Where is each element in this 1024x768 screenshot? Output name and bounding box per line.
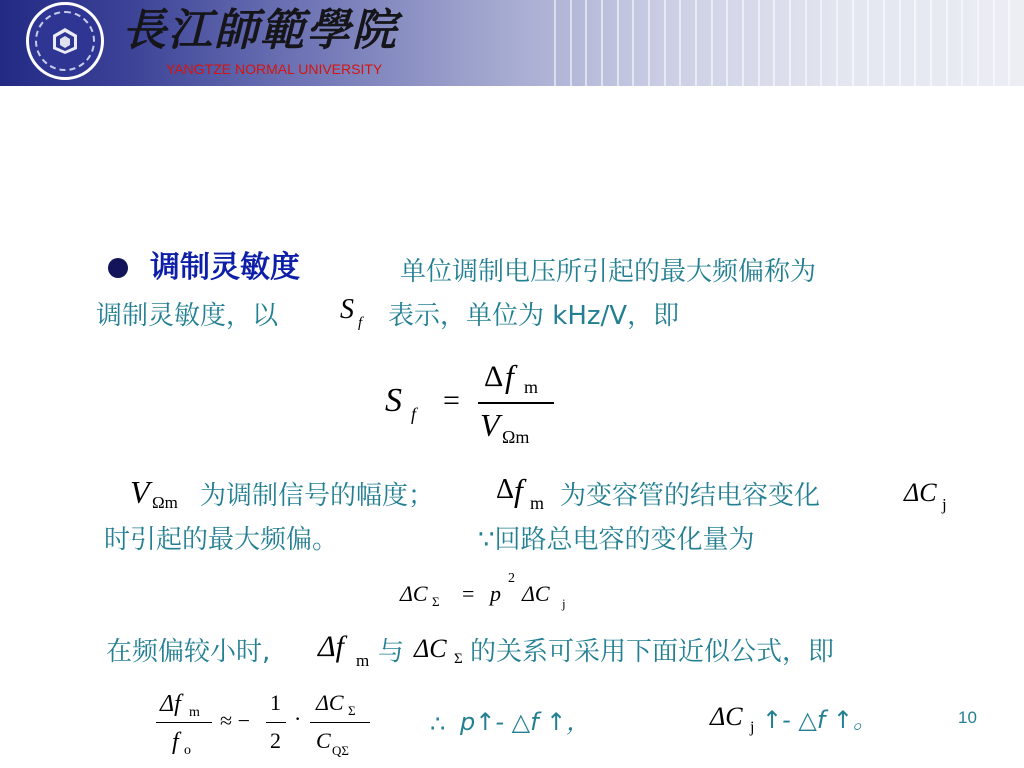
intro-line-2b: 表示，单位为 kHz/V，即	[388, 301, 680, 331]
conclusion-delta-cj-sub: j	[750, 719, 755, 736]
formula3-center-den: 2	[270, 728, 281, 753]
formula1-fraction-bar	[478, 402, 554, 404]
para3-text-b: 与	[378, 637, 405, 667]
formula2-lhs: ΔC	[400, 581, 428, 606]
var-v-omega-sub: Ωm	[152, 493, 178, 512]
formula3-right-num: ΔC	[316, 690, 344, 715]
para3-var-delta-fm-sub: m	[356, 651, 370, 670]
conclusion-tail: ↑- △f ↑。	[762, 706, 878, 734]
formula1-lhs: S	[385, 382, 402, 419]
conclusion-delta-cj: ΔC	[710, 702, 743, 731]
formula2-rhs-sub: j	[562, 596, 566, 611]
para2-line2: 时引起的最大频偏。	[104, 525, 339, 555]
formula3-dot: ·	[294, 706, 302, 731]
var-delta-cj: ΔC	[904, 478, 937, 507]
para3-var-delta-fm: Δf	[318, 630, 344, 663]
var-delta-cj-sub: j	[942, 495, 947, 514]
formula3-left-den-sub: o	[184, 743, 191, 758]
para2-text2: 为变容管的结电容变化	[560, 481, 821, 511]
para3-text-c: 的关系可采用下面近似公式，即	[470, 637, 835, 667]
page-number: 10	[958, 708, 977, 727]
header-banner	[0, 0, 1024, 86]
formula2-equals: =	[462, 581, 475, 606]
school-name-logo: 長江師範學院	[122, 5, 398, 56]
formula2-exponent: 2	[508, 571, 515, 586]
formula3-left-num: Δf	[160, 691, 181, 717]
formula3-left-num-sub: m	[189, 705, 200, 720]
conclusion-p-part: p↑- △f ↑，	[460, 708, 591, 736]
conclusion-therefore: ∴	[430, 710, 446, 738]
bullet-icon	[108, 258, 128, 278]
formula2-rhs: ΔC	[522, 581, 550, 606]
formula3-approx: ≈ −	[220, 708, 250, 733]
formula3-center-bar	[266, 722, 286, 723]
intro-line-2a: 调制灵敏度，以	[96, 301, 279, 331]
formula1-equals: =	[443, 384, 460, 417]
formula1-den-sub: Ωm	[502, 427, 530, 447]
section-heading: 调制灵敏度	[150, 250, 300, 285]
para3-text-a: 在频偏较小时,	[106, 637, 271, 667]
formula1-num-var: f	[505, 358, 514, 394]
var-v-omega: V	[130, 474, 150, 510]
formula3-left-den: f	[172, 729, 179, 755]
var-delta-fm-sub: m	[530, 493, 545, 513]
var-delta-fm: f	[514, 472, 523, 508]
formula2-p: p	[490, 581, 501, 606]
para2-line2b: ∵回路总电容的变化量为	[478, 525, 755, 555]
formula3-right-den: C	[316, 728, 331, 753]
para3-var-delta-c-sigma: ΔC	[414, 634, 447, 663]
formula1-lhs-sub: f	[411, 404, 417, 424]
formula3-right-den-sub: QΣ	[332, 743, 349, 758]
symbol-s: S	[340, 294, 354, 325]
para3-var-delta-c-sigma-sub: Σ	[454, 651, 463, 667]
university-seal-logo	[26, 2, 104, 80]
formula1-num-delta: Δ	[484, 360, 504, 393]
formula1-num-sub: m	[524, 377, 539, 397]
formula1-den-var: V	[480, 407, 500, 443]
symbol-s-subscript: f	[358, 315, 363, 331]
formula2-lhs-sub: Σ	[432, 594, 440, 609]
formula3-right-bar	[310, 722, 370, 723]
intro-line-1: 单位调制电压所引起的最大频偏称为	[400, 257, 817, 287]
banner-stripes	[554, 0, 1024, 86]
school-name-english: YANGTZE NORMAL UNIVERSITY	[166, 61, 383, 77]
var-delta-fm-delta: Δ	[496, 474, 515, 505]
formula3-right-num-sub: Σ	[348, 703, 356, 718]
formula3-center-num: 1	[270, 690, 281, 715]
para2-text1: 为调制信号的幅度；	[200, 481, 435, 511]
formula3-left-bar	[156, 722, 212, 723]
